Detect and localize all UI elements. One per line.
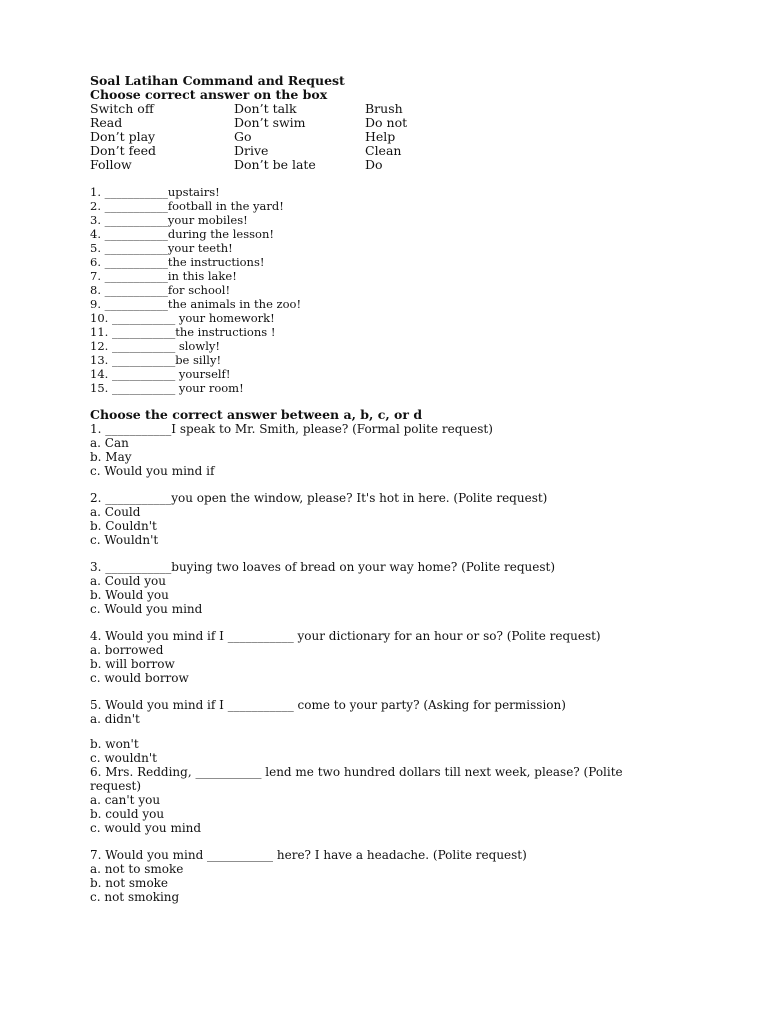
spacer — [90, 685, 740, 698]
question-text: 4. Would you mind if I ___________ your dictionary for an hour or so? (Polite request) — [90, 629, 601, 643]
fill-item: 7. ___________in this lake! — [90, 269, 237, 283]
worksheet — [90, 74, 740, 904]
word-box-cell: Don’t feed — [90, 143, 156, 158]
option: c. Wouldn't — [90, 533, 159, 547]
option: a. not to smoke — [90, 862, 184, 876]
question-7 — [90, 848, 740, 904]
option: a. Could — [90, 505, 141, 519]
question-6 — [90, 765, 740, 835]
question-4 — [90, 629, 740, 685]
word-box-cell: Follow — [90, 157, 132, 172]
word-box-cell: Switch off — [90, 101, 154, 116]
question-text: 2. ___________you open the window, please? It's hot in here. (Polite request) — [90, 491, 548, 505]
fill-item: 12. ___________ slowly! — [90, 339, 220, 353]
question-text: 5. Would you mind if I ___________ come to your party? (Asking for permission) — [90, 698, 566, 712]
spacer — [90, 616, 740, 629]
fill-item: 4. ___________during the lesson! — [90, 227, 274, 241]
option: b. not smoke — [90, 876, 169, 890]
option: c. Would you mind — [90, 602, 203, 616]
option: b. May — [90, 450, 132, 464]
word-box-cell: Brush — [365, 101, 403, 116]
fill-item: 5. ___________your teeth! — [90, 241, 233, 255]
section-title: Choose the correct answer between a, b, c, or d — [90, 407, 423, 422]
option: a. Could you — [90, 574, 166, 588]
word-box-cell: Don’t swim — [234, 115, 306, 130]
answer-word-box — [90, 102, 740, 172]
option: c. not smoking — [90, 890, 180, 904]
fill-item: 13. ___________be silly! — [90, 353, 222, 367]
word-box-cell: Help — [365, 129, 396, 144]
option: a. didn't — [90, 712, 140, 726]
word-box-cell: Drive — [234, 143, 269, 158]
fill-item: 6. ___________the instructions! — [90, 255, 265, 269]
spacer — [90, 835, 740, 848]
word-box-cell: Read — [90, 115, 123, 130]
fill-item: 8. ___________for school! — [90, 283, 231, 297]
question-text: 3. ___________buying two loaves of bread on your way home? (Polite request) — [90, 560, 556, 574]
spacer — [90, 478, 740, 491]
instruction-title: Choose correct answer on the box — [90, 87, 328, 102]
fill-item: 14. ___________ yourself! — [90, 367, 231, 381]
option: b. Would you — [90, 588, 169, 602]
fill-item: 11. ___________the instructions ! — [90, 325, 276, 339]
word-box-cell: Do not — [365, 115, 408, 130]
word-box-cell: Don’t play — [90, 129, 156, 144]
option: b. will borrow — [90, 657, 175, 671]
spacer — [90, 172, 740, 185]
word-box-cell: Do — [365, 157, 383, 172]
question-text: 6. Mrs. Redding, ___________ lend me two hundred dollars till next week, please? (Polite request) — [90, 765, 623, 793]
fill-item: 15. ___________ your room! — [90, 381, 244, 395]
option: c. Would you mind if — [90, 464, 215, 478]
question-2 — [90, 491, 740, 547]
option: a. can't you — [90, 793, 161, 807]
fill-in-list — [90, 185, 740, 395]
option: c. would borrow — [90, 671, 189, 685]
word-box-cell: Don’t talk — [234, 101, 297, 116]
fill-item: 9. ___________the animals in the zoo! — [90, 297, 302, 311]
option: a. borrowed — [90, 643, 164, 657]
option: c. would you mind — [90, 821, 202, 835]
option: b. could you — [90, 807, 165, 821]
word-box-cell: Clean — [365, 143, 402, 158]
spacer — [90, 726, 740, 737]
fill-item: 1. ___________upstairs! — [90, 185, 220, 199]
question-3 — [90, 560, 740, 616]
option: c. wouldn't — [90, 751, 157, 765]
question-1 — [90, 422, 740, 478]
question-text: 7. Would you mind ___________ here? I have a headache. (Polite request) — [90, 848, 527, 862]
worksheet-title: Soal Latihan Command and Request — [90, 73, 345, 88]
option: b. won't — [90, 737, 139, 751]
word-box-cell: Don’t be late — [234, 157, 316, 172]
fill-item: 10. ___________ your homework! — [90, 311, 275, 325]
option: a. Can — [90, 436, 129, 450]
word-box-cell: Go — [234, 129, 252, 144]
fill-item: 2. ___________football in the yard! — [90, 199, 284, 213]
spacer — [90, 547, 740, 560]
question-text: 1. ___________I speak to Mr. Smith, please? (Formal polite request) — [90, 422, 493, 436]
question-5 — [90, 698, 740, 765]
fill-item: 3. ___________your mobiles! — [90, 213, 248, 227]
option: b. Couldn't — [90, 519, 157, 533]
